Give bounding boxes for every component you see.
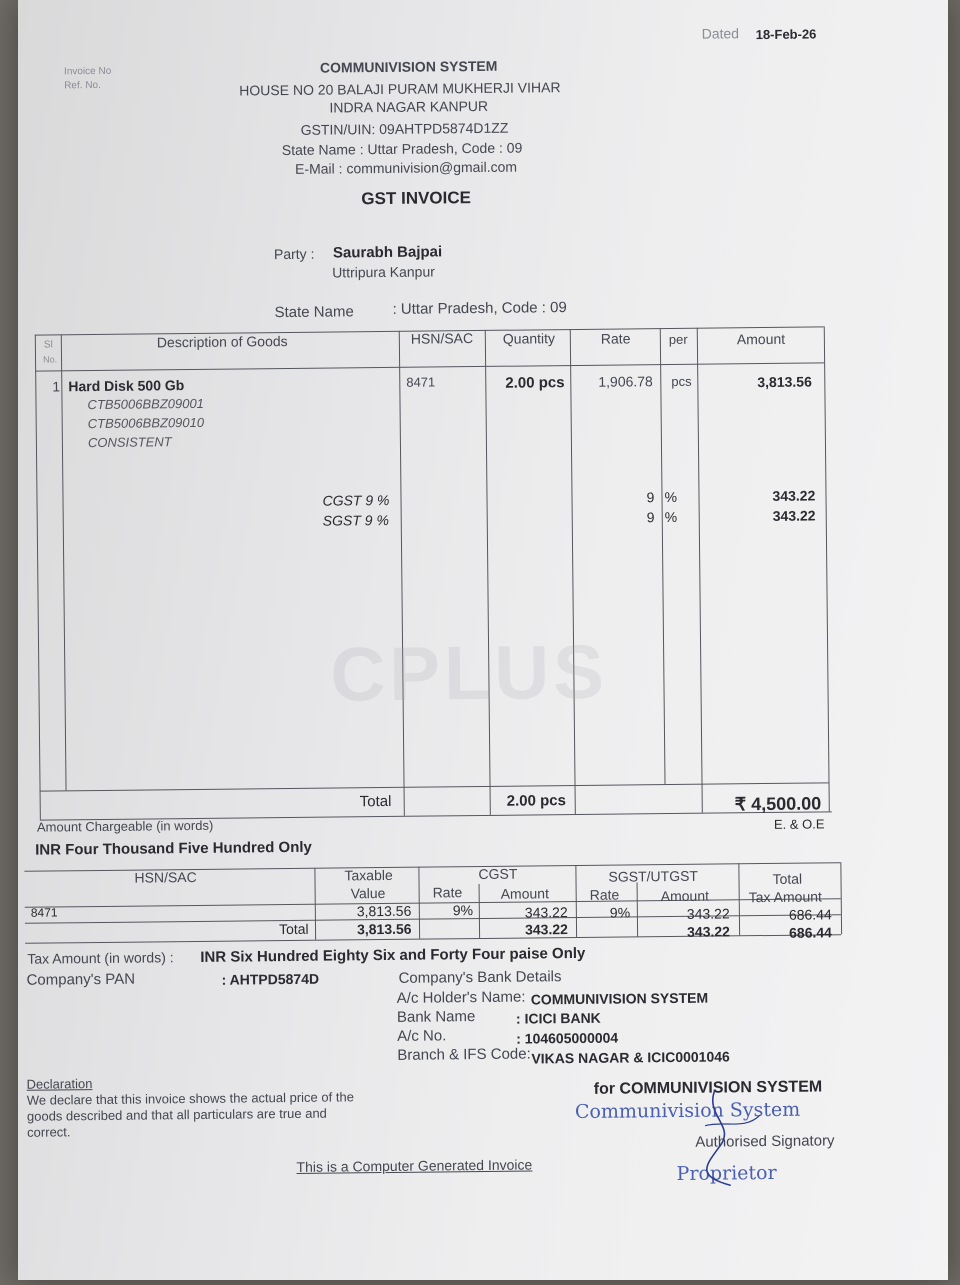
cgst-amount: 343.22	[772, 487, 816, 504]
table-right-edge	[824, 326, 830, 811]
col-desc-divider	[399, 331, 405, 816]
item-per: pcs	[671, 373, 692, 389]
bank-name-value: : ICICI BANK	[515, 1009, 601, 1027]
bank-title: Company's Bank Details	[398, 968, 562, 987]
party-state-value: : Uttar Pradesh, Code : 09	[392, 299, 567, 318]
computer-generated-note: This is a Computer Generated Invoice	[296, 1156, 533, 1175]
signature-for-line: for COMMUNIVISION SYSTEM	[593, 1078, 823, 1098]
tax-cgst-amount-header: Amount	[500, 885, 549, 902]
table-left-edge	[35, 335, 41, 820]
pan-value: : AHTPD5874D	[221, 970, 320, 988]
col-rate-header: Rate	[600, 330, 631, 347]
tax-sgst-amount-header: Amount	[660, 887, 710, 905]
item-description: Hard Disk 500 Gb	[68, 377, 185, 395]
col-sl-header: Sl	[43, 339, 53, 351]
party-state-label: State Name	[274, 303, 354, 322]
declaration-line2: goods described and that all particulars are true and	[26, 1105, 327, 1124]
tax-value-header: Value	[350, 885, 386, 902]
col-hsn-divider	[485, 330, 491, 815]
signature-scribble	[675, 1085, 786, 1191]
bank-holder-label: A/c Holder's Name:	[396, 988, 526, 1007]
pan-label: Company's PAN	[26, 970, 136, 989]
bank-name-label: Bank Name	[396, 1008, 476, 1026]
tax-taxable-header: Taxable	[344, 866, 393, 884]
ref-no-label: Ref. No.	[64, 79, 101, 92]
company-state: State Name : Uttar Pradesh, Code : 09	[281, 139, 523, 159]
declaration-line1: We declare that this invoice shows the actual price of the	[26, 1089, 354, 1108]
proprietor-stamp: Proprietor	[676, 1161, 777, 1185]
cgst-label: CGST 9 %	[322, 491, 390, 509]
party-place: Uttripura Kanpur	[332, 263, 435, 281]
sgst-rate: 9	[646, 509, 655, 526]
authorised-signatory: Authorised Signatory	[695, 1132, 835, 1151]
tax-row-total: 686.44	[788, 906, 832, 923]
item-quantity: 2.00 pcs	[505, 374, 565, 392]
sgst-pct: %	[664, 508, 678, 526]
tax-table-right-edge	[840, 862, 842, 934]
total-label: Total	[359, 792, 392, 811]
party-label: Party :	[273, 245, 315, 263]
item-amount: 3,813.56	[757, 373, 812, 391]
dated-value: 18-Feb-26	[755, 26, 817, 43]
tax-cgst-rate-header: Rate	[432, 884, 463, 901]
sgst-amount: 343.22	[772, 507, 816, 524]
tax-sgst-rate-header: Rate	[589, 886, 620, 903]
tax-col-divider-3	[479, 884, 481, 938]
tax-row-hsn: 8471	[30, 905, 58, 920]
cgst-rate: 9	[646, 489, 655, 506]
col-quantity-header: Quantity	[502, 330, 556, 347]
tax-cgst-header: CGST	[478, 865, 518, 883]
party-name: Saurabh Bajpai	[332, 243, 443, 262]
item-rate: 1,906.78	[598, 373, 653, 390]
tax-total-cgst: 343.22	[524, 921, 568, 938]
tax-amount-header: Tax Amount	[748, 888, 822, 906]
total-amount: ₹ 4,500.00	[734, 793, 822, 815]
gstin: GSTIN/UIN: 09AHTPD5874D1ZZ	[300, 119, 509, 138]
doc-title: GST INVOICE	[361, 188, 472, 209]
dated-label: Dated	[701, 25, 740, 42]
amount-words-label: Amount Chargeable (in words)	[36, 817, 214, 835]
total-quantity: 2.00 pcs	[506, 792, 566, 810]
bank-acno-value: : 104605000004	[516, 1029, 619, 1047]
tax-sgst-header: SGST/UTGST	[608, 867, 699, 885]
col-no-header: No.	[42, 354, 58, 365]
bank-branch-label: Branch & IFS Code:	[397, 1045, 531, 1064]
table-total-rule	[40, 782, 829, 791]
item-serial-3: CONSISTENT	[87, 434, 172, 451]
cgst-pct: %	[664, 488, 678, 506]
bank-holder-value: COMMUNIVISION SYSTEM	[530, 989, 709, 1008]
background-watermark: CPLUS	[329, 629, 609, 718]
sgst-label: SGST 9 %	[322, 511, 389, 529]
signature-stamp-name: Communivision System	[574, 1098, 801, 1124]
col-rate-divider	[660, 328, 666, 784]
address-line1: HOUSE NO 20 BALAJI PURAM MUKHERJI VIHAR	[239, 79, 561, 99]
tax-col-divider-5	[637, 882, 639, 936]
declaration-title: Declaration	[26, 1076, 93, 1092]
table-header-rule	[35, 362, 824, 371]
tax-total-taxable: 3,813.56	[356, 920, 412, 938]
col-per-header: per	[668, 331, 688, 348]
col-amount-header: Amount	[736, 330, 786, 348]
col-qty-divider	[570, 329, 576, 814]
tax-total-header: Total	[772, 870, 803, 887]
address-line2: INDRA NAGAR KANPUR	[329, 97, 489, 116]
col-per-divider	[697, 328, 703, 813]
bank-acno-label: A/c No.	[397, 1027, 447, 1045]
tax-row-sgst-rate: 9%	[609, 904, 631, 921]
tax-row-sgst-amount: 343.22	[686, 905, 730, 922]
tax-words-value: INR Six Hundred Eighty Six and Forty Four paise Only	[200, 944, 586, 966]
tax-total-sgst: 343.22	[686, 923, 730, 940]
company-email: E-Mail : communivision@gmail.com	[294, 158, 518, 177]
item-serial-1: CTB5006BBZ09001	[87, 395, 204, 413]
col-hsn-header: HSN/SAC	[410, 330, 474, 347]
item-hsn: 8471	[406, 374, 436, 390]
tax-words-label: Tax Amount (in words) :	[27, 949, 174, 967]
company-name: COMMUNIVISION SYSTEM	[319, 57, 498, 76]
bank-branch-value: VIKAS NAGAR & ICIC0001046	[531, 1048, 730, 1067]
eoe: E. & O.E	[773, 816, 825, 832]
col-description-header: Description of Goods	[156, 332, 288, 351]
tax-total-label: Total	[278, 920, 309, 938]
tax-row-taxable: 3,813.56	[356, 902, 412, 920]
amount-words-value: INR Four Thousand Five Hundred Only	[35, 838, 312, 859]
invoice-no-label: Invoice No	[63, 65, 112, 78]
tax-row-cgst-rate: 9%	[452, 902, 474, 919]
declaration-line3: correct.	[27, 1124, 71, 1140]
item-serial-2: CTB5006BBZ09010	[87, 414, 205, 432]
item-sl: 1	[52, 378, 61, 395]
tax-row-cgst-amount: 343.22	[524, 904, 568, 921]
tax-total-amount: 686.44	[788, 924, 832, 941]
tax-hsn-header: HSN/SAC	[134, 868, 197, 886]
col-sl-divider	[61, 334, 67, 790]
